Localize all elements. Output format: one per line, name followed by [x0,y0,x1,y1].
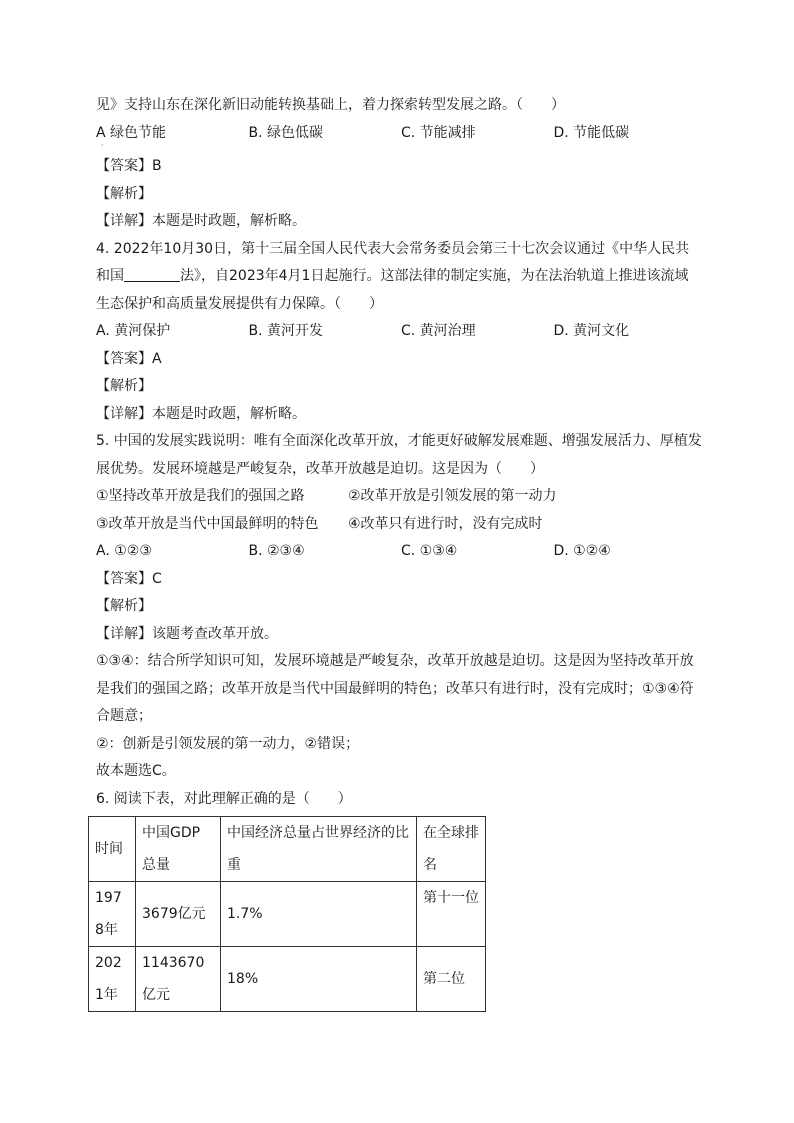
q3-option-b: B. 绿色低碳 [248,124,324,141]
q5-choices-row1 [96,483,706,511]
q4-stem-line3: 生态保护和高质量发展提供有力保障。（ ） [96,295,383,312]
fill-in-blank [124,267,180,282]
q5-stem-line1: 5. 中国的发展实践说明：唯有全面深化改革开放，才能更好破解发展难题、增强发展活力、厚植发 [96,433,702,449]
gdp-table [88,816,486,1012]
q5-detail-line: ①③④：结合所学知识可知，发展环境越是严峻复杂，改革开放越是迫切。这是因为坚持改革开放 [96,653,694,669]
q5-detail-line: 【详解】该题考查改革开放。 [96,625,278,642]
table-cell: 3679亿元 [136,882,221,947]
q5-detail-line: ②：创新是引领发展的第一动力，②错误； [96,735,360,752]
q3-analysis-label: 【解析】 [96,185,152,202]
stray-mark: · [101,141,104,150]
q5-detail-line: 故本题选C。 [96,763,176,779]
q4-answer: 【答案】A [96,350,162,367]
q5-choice-4: ④改革只有进行时，没有完成时 [348,515,543,532]
q3-answer: 【答案】B [96,158,162,174]
table-cell: 第十一位 [417,882,486,947]
q5-detail-line: 合题意； [96,708,152,724]
table-header-cell: 在全球排名 [417,817,486,882]
table-header-row [89,817,486,882]
q4-options [96,318,706,346]
q5-options [96,538,706,566]
table-row [89,882,486,947]
q3-detail: 【详解】本题是时政题，解析略。 [96,213,306,229]
q4-option-d: D. 黄河文化 [553,323,630,339]
q5-option-d: D. ①②④ [553,543,611,559]
q3-options [96,120,706,148]
table-header-cell: 时间 [89,817,136,882]
q5-choices-row2 [96,511,706,539]
q5-analysis-label: 【解析】 [96,598,152,614]
exam-page [96,92,706,1012]
table-cell: 2021年 [89,947,136,1012]
q5-option-c: C. ①③④ [401,543,458,559]
q5-choice-3: ③改革开放是当代中国最鲜明的特色 [96,515,319,532]
table-header-cell: 中国经济总量占世界经济的比重 [221,817,417,882]
q4-detail: 【详解】本题是时政题，解析略。 [96,405,306,422]
q5-option-a: A. ①②③ [96,543,152,559]
q4-option-c: C. 黄河治理 [401,323,476,339]
q6-stem: 6. 阅读下表，对此理解正确的是（ ） [96,790,352,807]
q5-choice-1: ①坚持改革开放是我们的强国之路 [96,488,305,504]
q3-option-c: C. 节能减排 [401,124,476,141]
table-cell: 第二位 [417,947,486,1012]
q5-detail-line: 是我们的强国之路；改革开放是当代中国最鲜明的特色；改革只有进行时，没有完成时；①③④符 [96,680,694,697]
table-cell: 1.7% [221,882,417,947]
table-cell: 1978年 [89,882,136,947]
q3-stem-end: 见》支持山东在深化新旧动能转换基础上，着力探索转型发展之路。（ ） [96,97,565,113]
q5-choice-2: ②改革开放是引领发展的第一动力 [348,488,557,504]
q5-stem-line2: 展优势。发展环境越是严峻复杂，改革开放越是迫切。这是因为（ ） [96,460,544,477]
q4-analysis-label: 【解析】 [96,378,152,394]
table-header-cell: 中国GDP总量 [136,817,221,882]
q4-stem-line1: 4. 2022年10月30日，第十三届全国人民代表大会常务委员会第三十七次会议通过《中华人民共 [96,240,690,257]
table-cell: 1143670亿元 [136,947,221,1012]
q4-stem-line2: 和国 法》，自2023年4月1日起施行。这部法律的制定实施，为在法治轨道上推进该流域 [96,268,689,284]
table-row [89,947,486,1012]
q3-option-d: D. 节能低碳 [553,124,630,141]
table-cell: 18% [221,947,417,1012]
q3-option-a: A 绿色节能 [96,124,167,141]
q4-option-a: A. 黄河保护 [96,323,171,339]
q5-answer: 【答案】C [96,570,162,587]
q4-option-b: B. 黄河开发 [248,323,324,339]
q5-option-b: B. ②③④ [248,543,305,559]
